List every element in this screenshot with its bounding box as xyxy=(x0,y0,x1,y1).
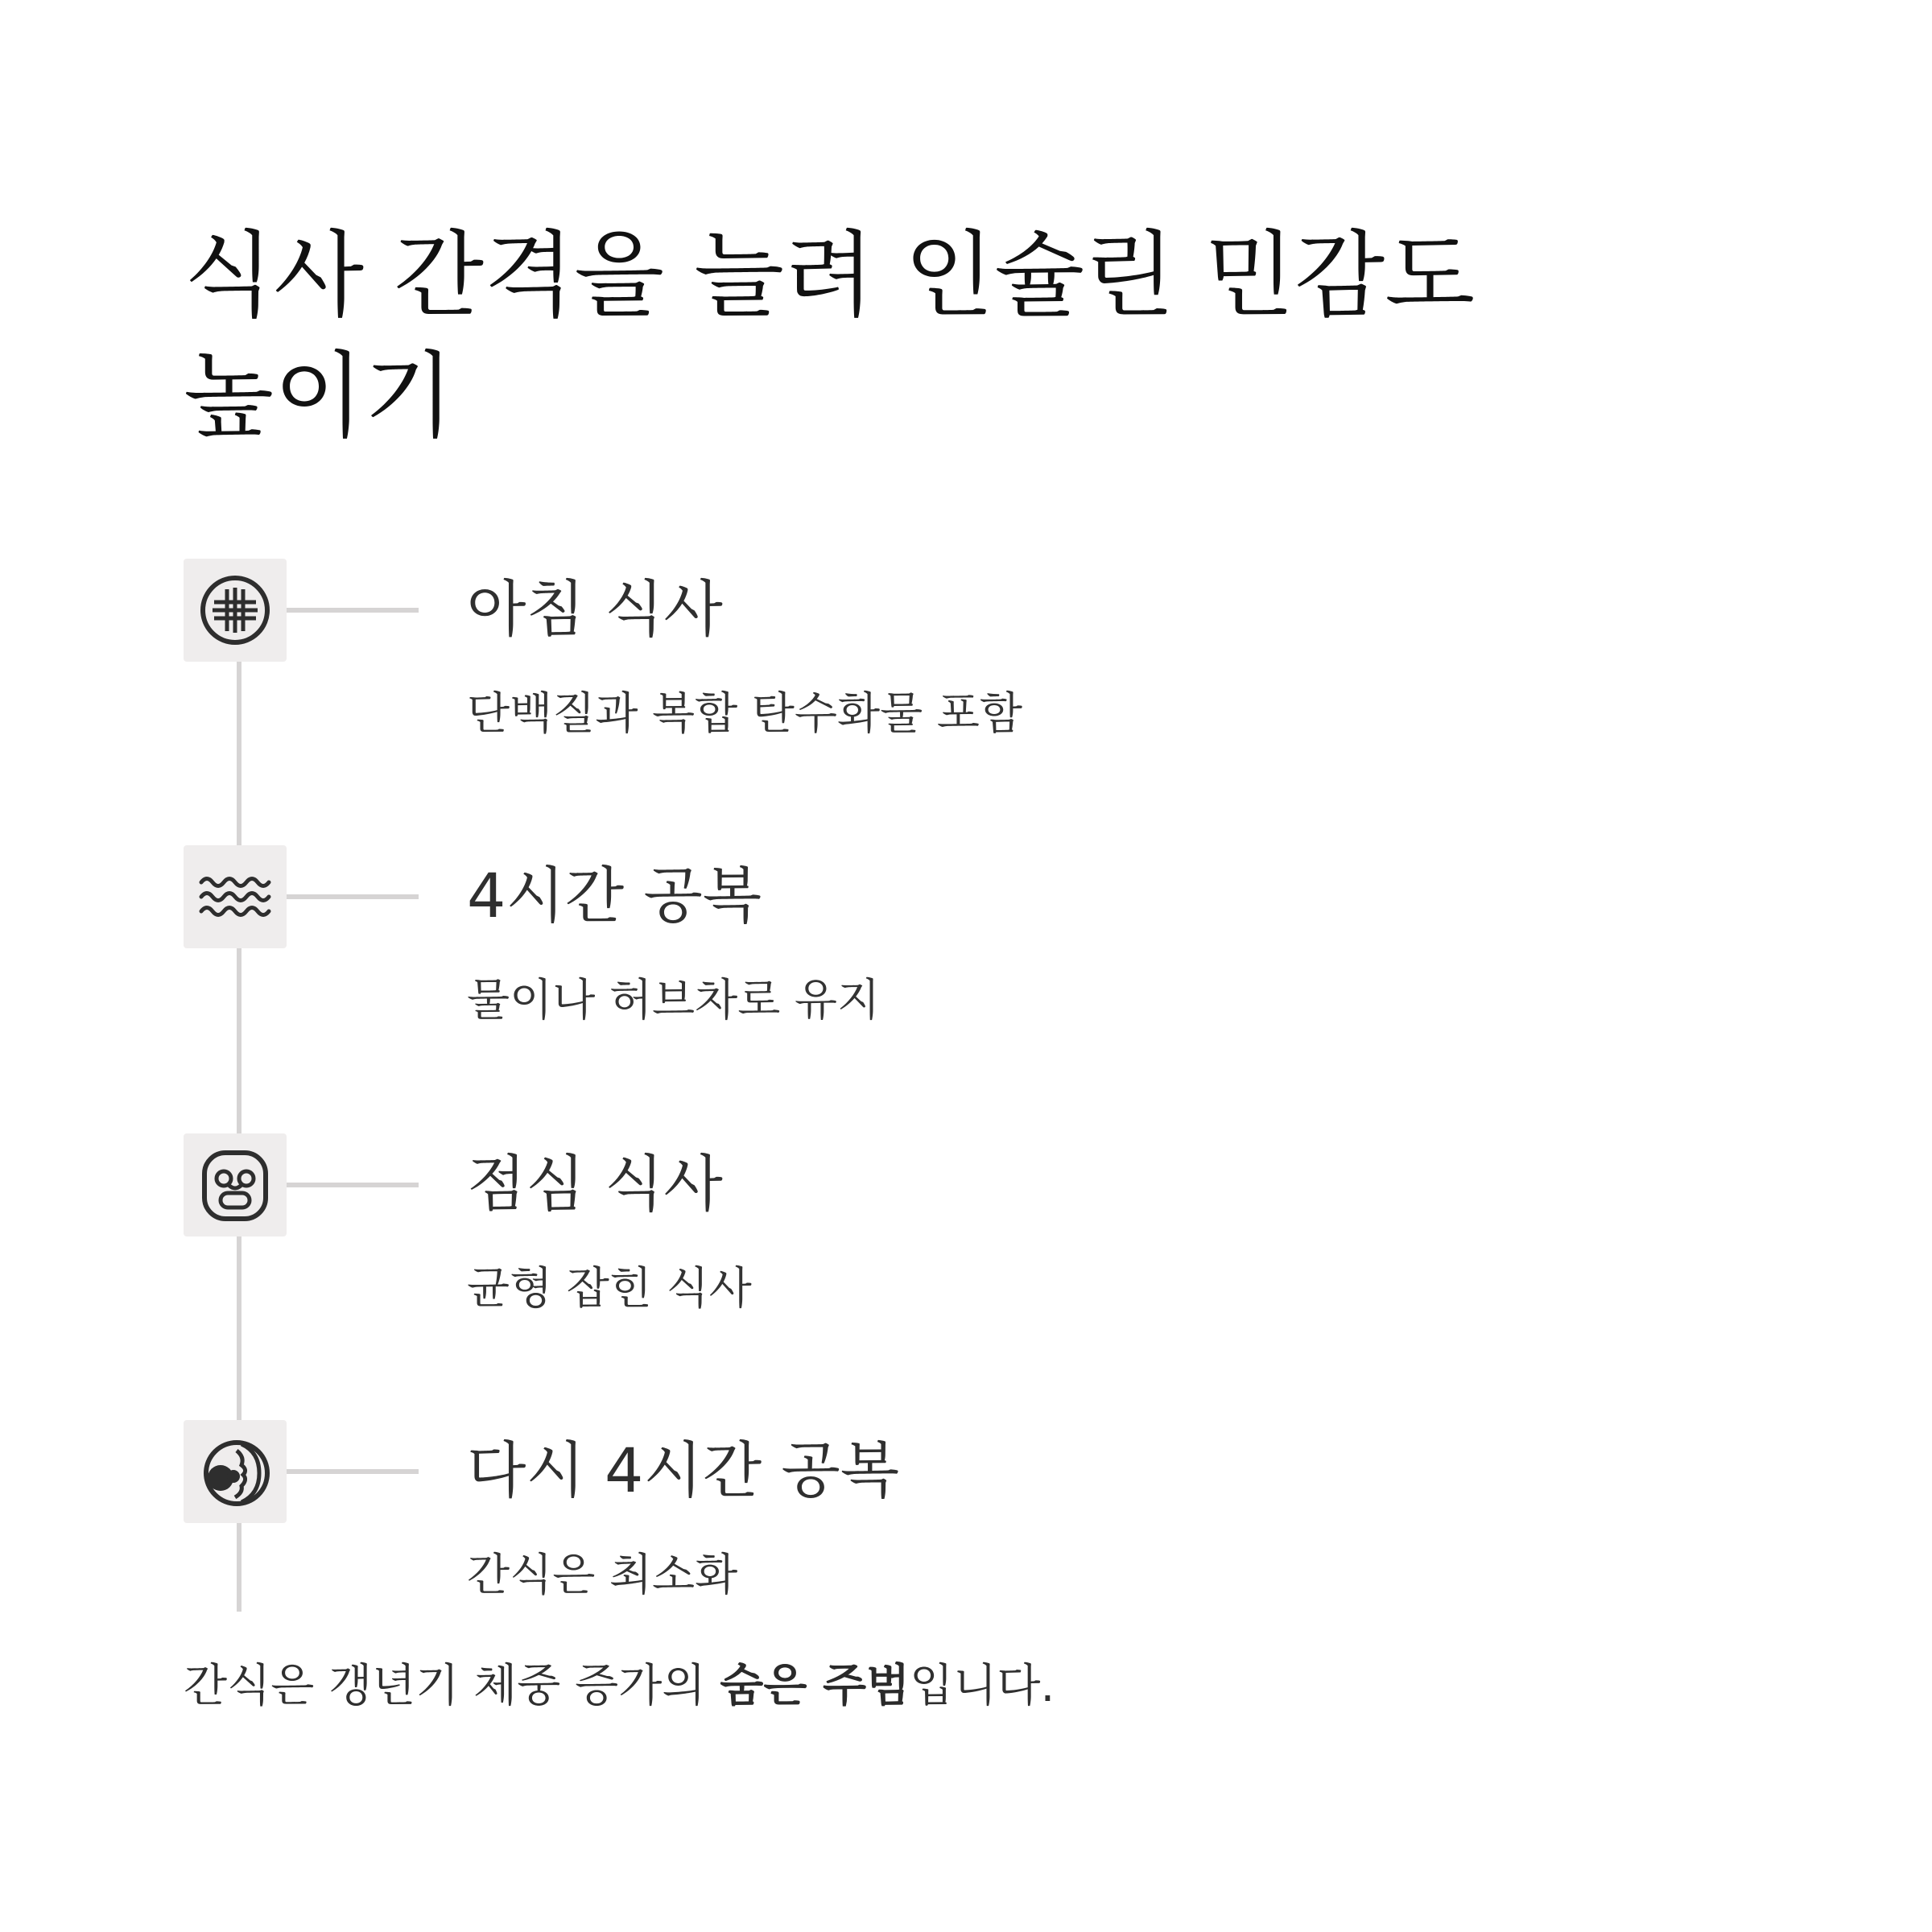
step-2-icon-box xyxy=(184,845,287,948)
step-3-title: 점심 식사 xyxy=(467,1148,723,1220)
footer-text-bold: 숨은 주범 xyxy=(720,1660,910,1712)
page-title: 식사 간격을 늘려 인슐린 민감도 높이기 xyxy=(184,221,1476,451)
step-2-description: 물이나 허브차로 유지 xyxy=(467,974,881,1026)
footer-text-before: 간식은 갱년기 체중 증가의 xyxy=(184,1660,720,1712)
step-4-connector xyxy=(287,1469,419,1474)
footer-note xyxy=(184,1654,1055,1719)
step-1-icon-box xyxy=(184,559,287,662)
grid-circle-icon xyxy=(196,572,274,649)
timeline-spine-segment xyxy=(237,948,242,1133)
timeline-spine-segment xyxy=(237,662,242,845)
step-3-connector xyxy=(287,1183,419,1187)
step-2-connector xyxy=(287,894,419,899)
step-1-description: 단백질과 복합 탄수화물 포함 xyxy=(467,687,1023,739)
step-4-title: 다시 4시간 공복 xyxy=(467,1435,900,1506)
step-1-title: 아침 식사 xyxy=(467,573,723,645)
timeline-spine-segment xyxy=(237,1523,242,1612)
face-mask-icon xyxy=(196,1146,274,1224)
step-4-description: 간식은 최소화 xyxy=(467,1549,738,1600)
step-4-icon-box xyxy=(184,1420,287,1523)
step-1-connector xyxy=(287,608,419,613)
step-2-title: 4시간 공복 xyxy=(467,860,762,931)
step-3-icon-box xyxy=(184,1133,287,1236)
step-3-description: 균형 잡힌 식사 xyxy=(467,1262,752,1314)
timeline-spine-segment xyxy=(237,1236,242,1420)
footer-text-after: 입니다. xyxy=(910,1660,1055,1712)
waves-icon xyxy=(196,858,274,935)
profile-head-icon xyxy=(196,1433,274,1510)
